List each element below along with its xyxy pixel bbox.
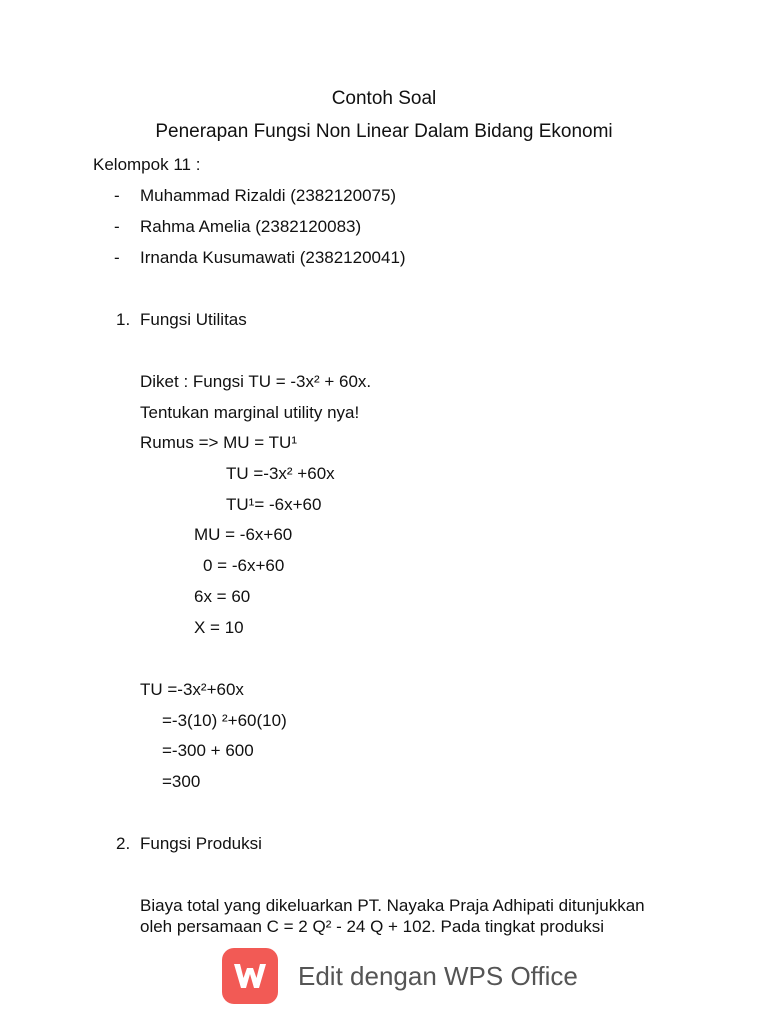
text-line: Tentukan marginal utility nya! [140,403,360,422]
text-line: =300 [162,772,201,791]
doc-subtitle: Penerapan Fungsi Non Linear Dalam Bidang Ekonomi [155,121,613,142]
text-line: TU =-3x² +60x [226,464,335,483]
wps-edit-banner[interactable] [222,948,578,1004]
wps-logo-icon [222,948,278,1004]
member-name: Muhammad Rizaldi (2382120075) [140,186,397,205]
text-line: 6x = 60 [194,587,251,606]
member-name: Rahma Amelia (2382120083) [140,217,362,236]
text-line: Biaya total yang dikeluarkan PT. Nayaka Praja Adhipati ditunjukkan [140,896,645,915]
text-line: Diket : Fungsi TU = -3x² + 60x. [140,372,372,391]
section-number: 2. [116,834,131,853]
text-line: Rumus => MU = TU¹ [140,433,297,452]
text-line: MU = -6x+60 [194,525,293,544]
group-label: Kelompok 11 : [93,155,201,174]
text-line: TU =-3x²+60x [140,680,244,699]
doc-title: Contoh Soal [331,88,437,109]
bullet-dash: - [114,217,120,236]
text-line: 0 = -6x+60 [203,556,285,575]
section-number: 1. [116,310,131,329]
text-line: =-300 + 600 [162,741,254,760]
wps-banner-text: Edit dengan WPS Office [298,960,578,991]
section-title: Fungsi Produksi [140,834,262,853]
text-line: =-3(10) ²+60(10) [162,711,287,730]
section-title: Fungsi Utilitas [140,310,247,329]
member-name: Irnanda Kusumawati (2382120041) [140,248,406,267]
text-line: TU¹= -6x+60 [226,495,322,514]
text-line: X = 10 [194,618,244,637]
text-line: oleh persamaan C = 2 Q² - 24 Q + 102. Pada tingkat produksi [140,917,604,936]
bullet-dash: - [114,248,120,267]
bullet-dash: - [114,186,120,205]
